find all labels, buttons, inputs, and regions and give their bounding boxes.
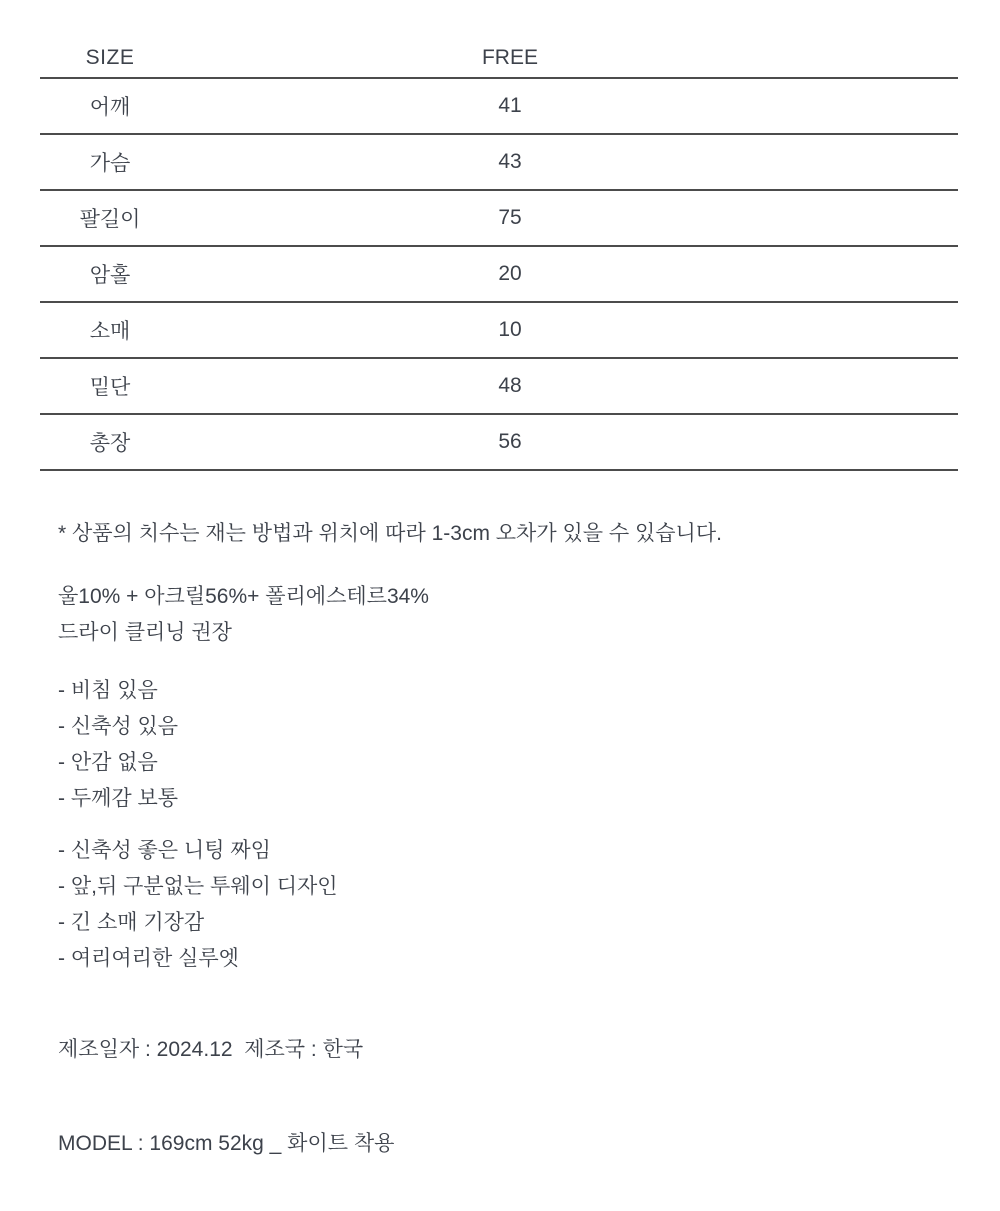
table-row-sleeve — [40, 302, 958, 358]
feature-item-sleeve-length: - 긴 소매 기장감 — [58, 911, 205, 934]
feature-item-silhouette: - 여리여리한 실루엣 — [58, 947, 239, 970]
table-row-chest — [40, 134, 958, 190]
row-value: 48 — [180, 358, 840, 414]
row-value: 75 — [180, 190, 840, 246]
size-table-header-row — [40, 38, 958, 78]
property-item-stretch: - 신축성 있음 — [58, 715, 179, 738]
measurement-disclaimer: * 상품의 치수는 재는 방법과 위치에 따라 1-3cm 오차가 있을 수 있습니다. — [58, 522, 722, 545]
row-spacer — [840, 246, 958, 302]
product-notes — [58, 519, 1000, 1162]
row-spacer — [840, 414, 958, 470]
row-value: 56 — [180, 414, 840, 470]
table-row-shoulder — [40, 78, 958, 134]
row-label: 어깨 — [40, 78, 180, 134]
row-label: 암홀 — [40, 246, 180, 302]
size-table — [40, 38, 958, 471]
row-label: 밑단 — [40, 358, 180, 414]
property-item-sheerness: - 비침 있음 — [58, 679, 158, 702]
fabric-composition: 울10% + 아크릴56%+ 폴리에스테르34% — [58, 585, 429, 608]
row-spacer — [840, 358, 958, 414]
row-spacer — [840, 190, 958, 246]
feature-item-two-way: - 앞,뒤 구분없는 투웨이 디자인 — [58, 875, 338, 898]
feature-item-knit: - 신축성 좋은 니팅 짜임 — [58, 839, 271, 862]
fabric-properties-list — [58, 673, 1000, 817]
table-row-hem — [40, 358, 958, 414]
row-value: 10 — [180, 302, 840, 358]
column-header-size: SIZE — [40, 38, 180, 78]
row-spacer — [840, 302, 958, 358]
manufacture-info: 제조일자 : 2024.12 제조국 : 한국 — [58, 1038, 364, 1061]
table-row-total-length — [40, 414, 958, 470]
design-features-list — [58, 833, 1000, 977]
model-info: MODEL : 169cm 52kg _ 화이트 착용 — [58, 1132, 395, 1155]
row-value: 41 — [180, 78, 840, 134]
care-instruction: 드라이 클리닝 권장 — [58, 621, 232, 644]
row-spacer — [840, 78, 958, 134]
row-label: 소매 — [40, 302, 180, 358]
row-spacer — [840, 134, 958, 190]
property-item-lining: - 안감 없음 — [58, 751, 158, 774]
row-value: 20 — [180, 246, 840, 302]
column-header-free: FREE — [180, 38, 840, 78]
row-label: 총장 — [40, 414, 180, 470]
property-item-thickness: - 두께감 보통 — [58, 787, 179, 810]
row-label: 팔길이 — [40, 190, 180, 246]
table-row-armhole — [40, 246, 958, 302]
column-header-spacer — [840, 38, 958, 78]
row-value: 43 — [180, 134, 840, 190]
fabric-info — [58, 579, 1000, 651]
row-label: 가슴 — [40, 134, 180, 190]
table-row-arm-length — [40, 190, 958, 246]
